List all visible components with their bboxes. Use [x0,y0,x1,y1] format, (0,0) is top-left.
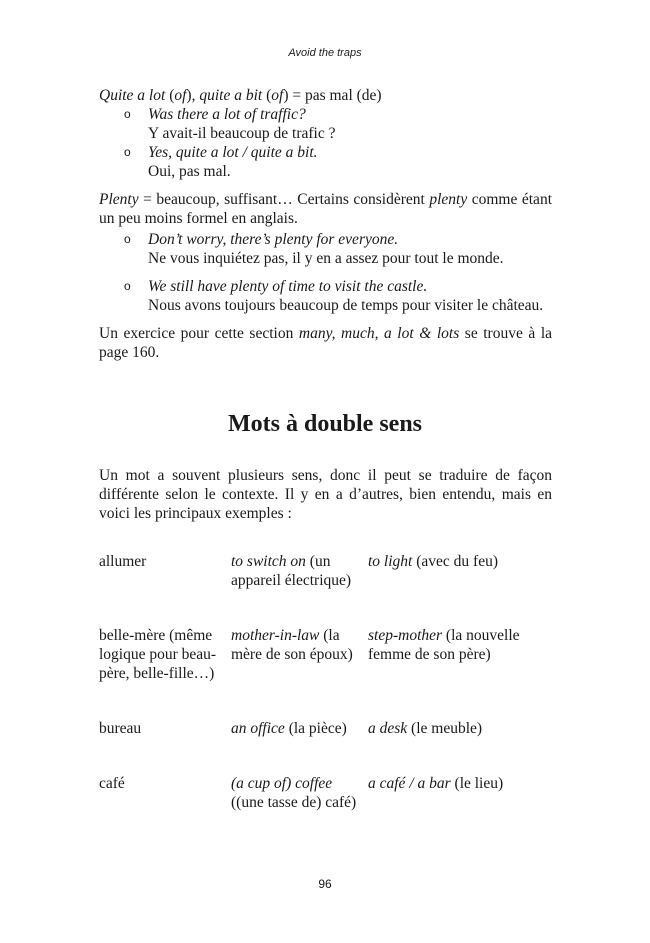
meaning-2-note: (avec du feu) [412,553,498,570]
meaning-1-term: (a cup of) coffee [231,775,333,792]
quite-term-2: quite a bit [199,87,263,104]
body-top [99,86,552,362]
example-fr: Nous avons toujours beaucoup de temps pour visiter le château. [148,297,544,314]
meaning-1-note: (la pièce) [284,720,347,737]
plenty-term: Plenty [99,191,139,208]
table-row [99,552,559,626]
bullet-icon: o [124,107,131,121]
quite-of: of [174,87,187,104]
quite-term: Quite a lot [99,87,166,104]
example-fr: Y avait-il beaucoup de trafic ? [148,125,336,142]
quite-paren: ), [186,87,200,104]
table-row [99,719,559,774]
french-word: allumer [99,553,147,570]
french-word: café [99,775,125,792]
meaning-2-note: (la nouvelle femme de son père) [368,627,520,663]
meaning-1-note: ((une tasse de) café) [231,794,357,811]
exercise-text-2: se trouve à la page 160. [99,325,553,361]
section-title: Mots à double sens [227,411,423,437]
example-fr: Oui, pas mal. [148,163,231,180]
quite-heading [99,86,552,105]
plenty-definition [99,190,552,228]
exercise-note [99,324,552,362]
meaning-2-term: a desk [368,720,408,737]
meaning-2-term: step-mother [368,627,443,644]
meaning-1 [231,774,361,812]
example-fr: Ne vous inquiétez pas, il y en a assez pour tout le monde. [148,250,504,267]
plenty-text-2: comme étant un peu moins formel en anglais. [99,191,552,227]
meaning-2 [368,719,558,738]
french-word: bureau [99,720,142,737]
example-en: We still have plenty of time to visit the castle. [148,278,428,295]
bullet-icon: o [124,232,131,246]
meaning-2 [368,626,558,664]
meaning-1-term: to switch on [231,553,306,570]
exercise-topic: many, much, a lot & lots [298,325,460,342]
meaning-1-term: mother-in-law [231,627,320,644]
bullet-icon: o [124,145,131,159]
quite-paren: ( [165,87,175,104]
table-row [99,626,559,719]
example-en: Yes, quite a lot / quite a bit. [148,144,318,161]
meaning-1-term: an office [231,720,285,737]
meaning-1-note: (un appareil électrique) [231,553,352,589]
meaning-1 [231,719,361,738]
meaning-2 [368,774,558,793]
vocab-table [99,552,559,834]
page-number: 96 [318,877,332,891]
example-en: Don’t worry, there’s plenty for everyone. [148,231,399,248]
example-item [124,105,552,143]
running-header: Avoid the traps [288,47,362,59]
quite-definition: ) = pas mal (de) [283,87,382,104]
exercise-text: Un exercice pour cette section [99,325,299,342]
meaning-2-note: (le lieu) [450,775,504,792]
example-en: Was there a lot of traffic? [148,106,306,123]
example-item [124,277,552,315]
meaning-2-term: a café / a bar [368,775,451,792]
plenty-term-2: plenty [429,191,468,208]
quite-paren: ( [262,87,272,104]
table-row [99,774,559,834]
meaning-2-note: (le meuble) [407,720,483,737]
quite-of: of [271,87,284,104]
example-item [124,143,552,181]
meaning-2 [368,552,558,571]
plenty-text: = beaucoup, suffisant… Certains considèrent [138,191,430,208]
example-item [124,230,552,268]
meaning-1 [231,626,361,664]
meaning-1 [231,552,361,590]
meaning-2-term: to light [368,553,413,570]
section-intro: Un mot a souvent plusieurs sens, donc il peut se traduire de façon différente selon le contexte. Il y en a d’autres, bien entendu, mais en voici les principaux exemples : [99,467,552,522]
french-word: belle-mère (même logique pour beau-père, belle-fille…) [99,627,217,682]
bullet-icon: o [124,279,131,293]
meaning-1-note: (la mère de son époux) [231,627,353,663]
